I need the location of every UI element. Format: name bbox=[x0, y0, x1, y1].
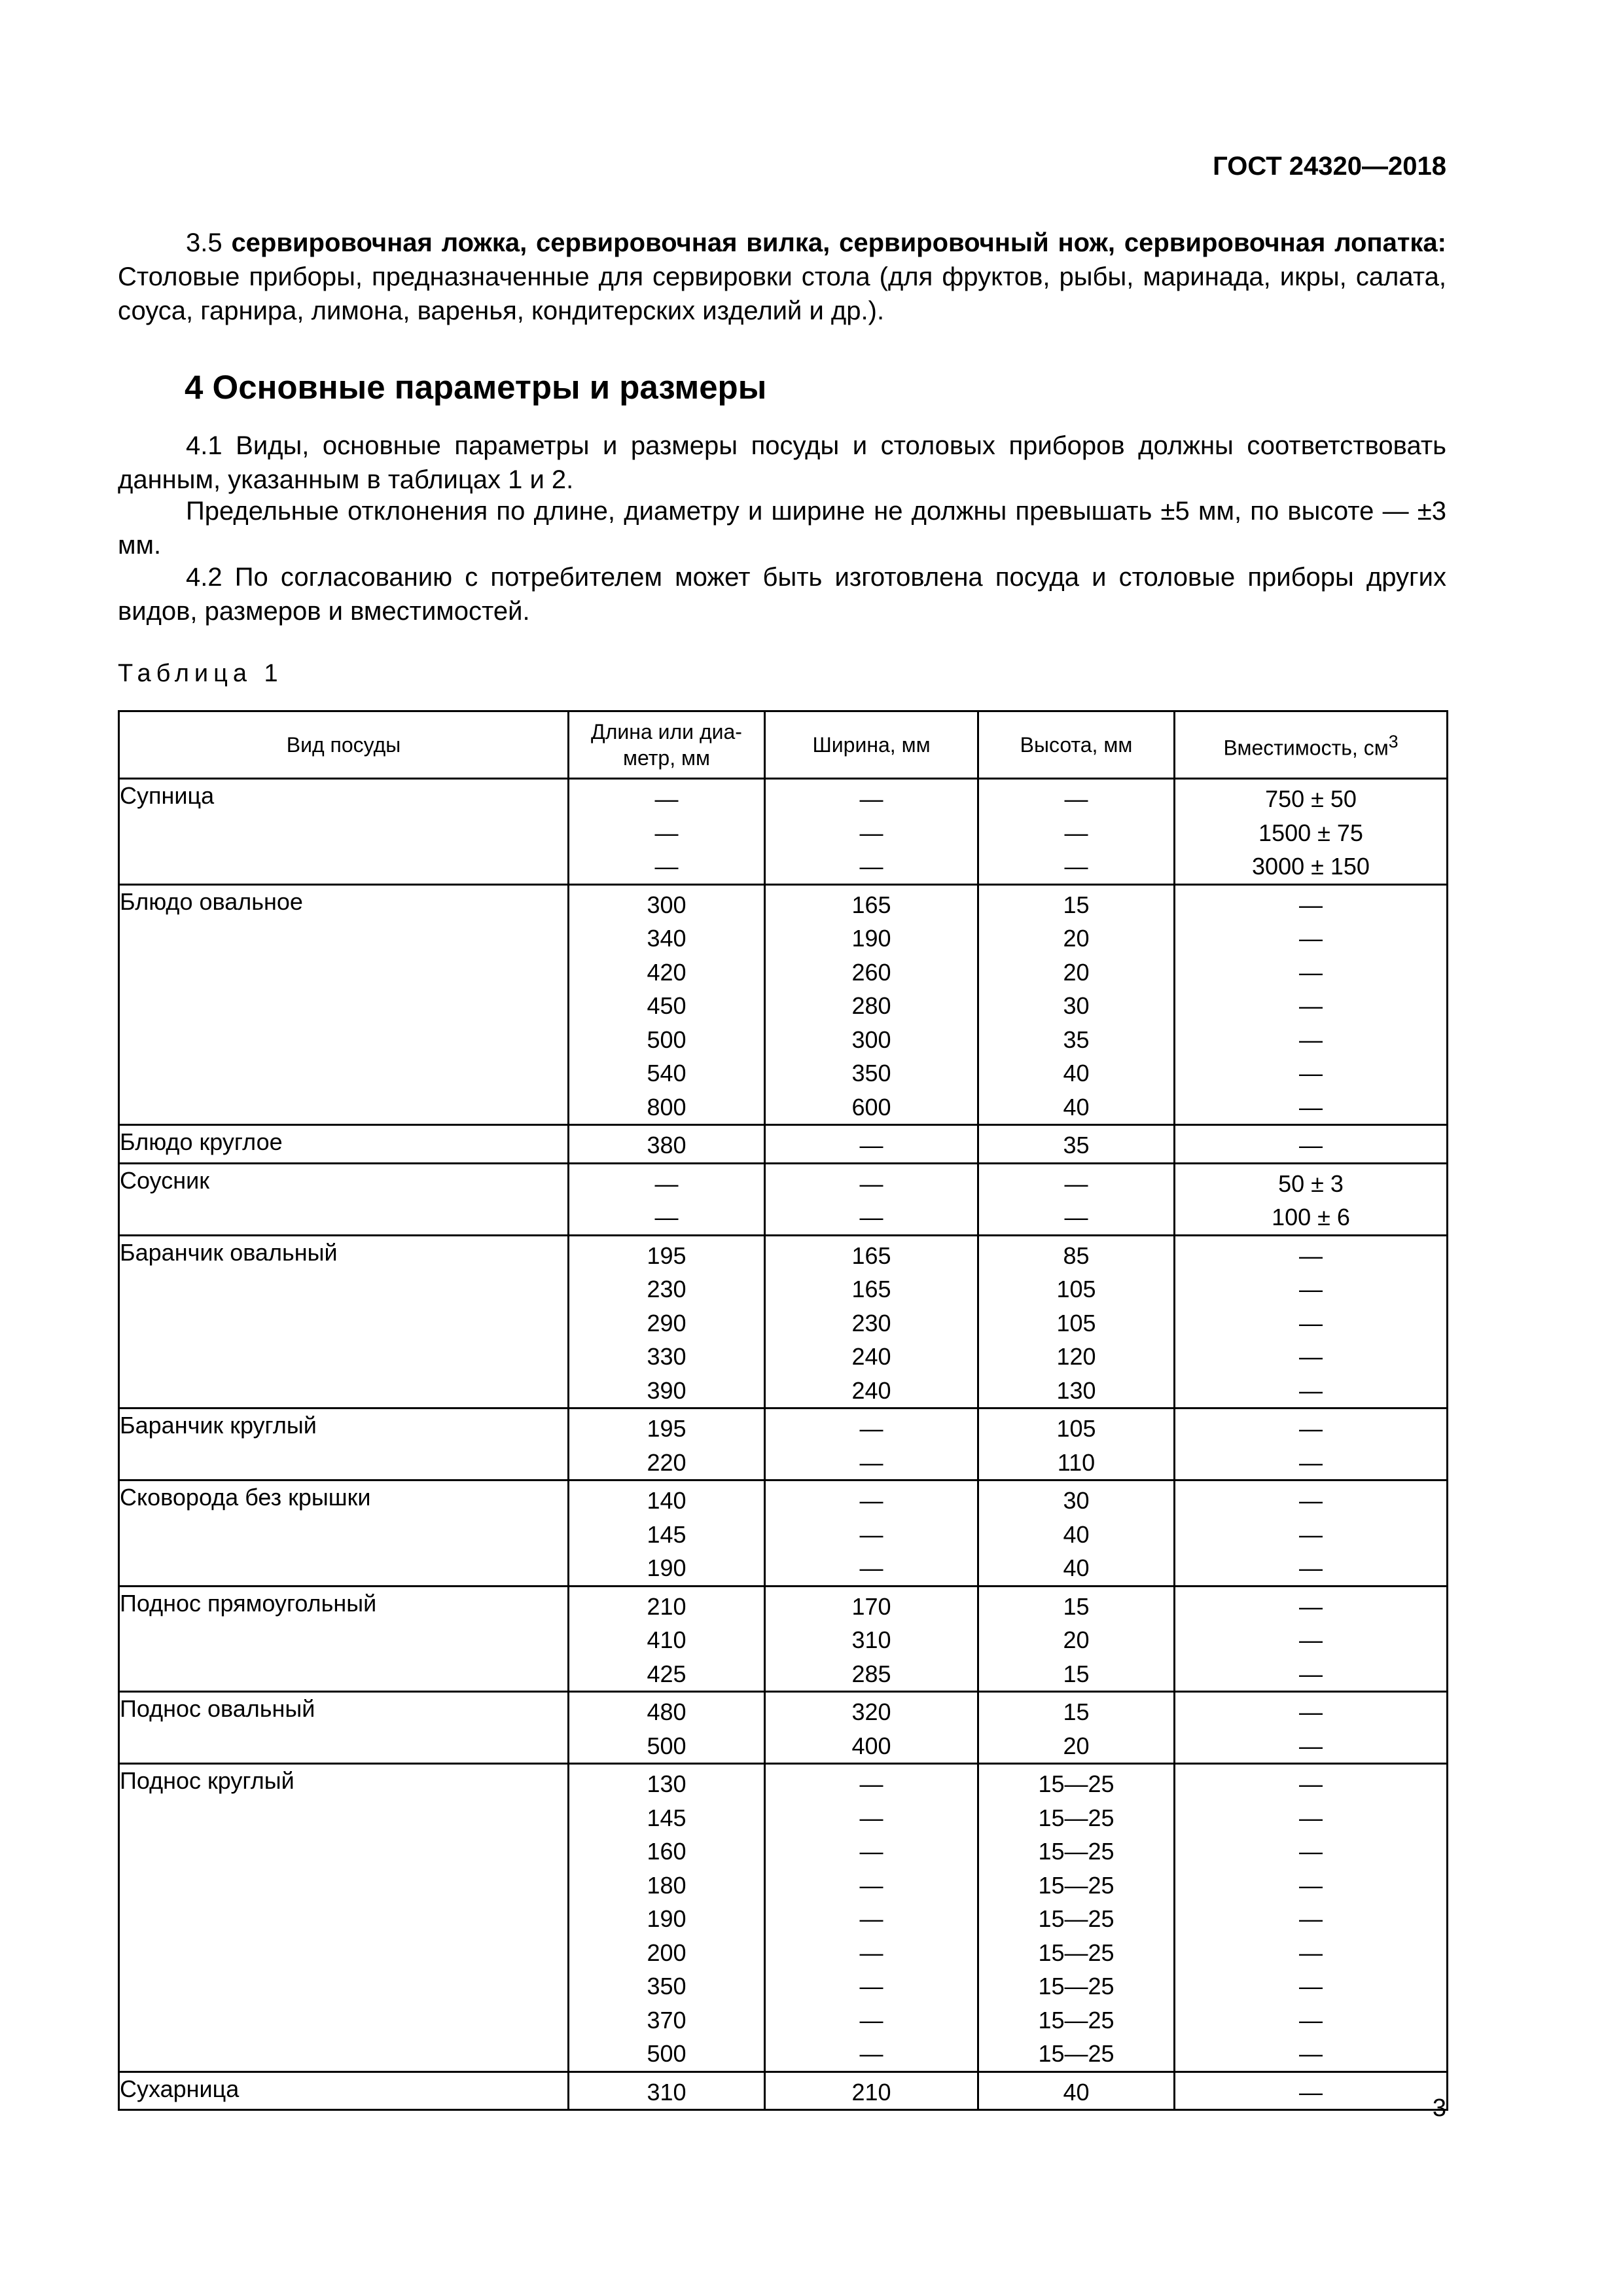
cell-value: — bbox=[1299, 1487, 1323, 1514]
cell-value: 540 bbox=[647, 1060, 687, 1086]
cell-value: — bbox=[1299, 925, 1323, 952]
item-kind: Супница bbox=[119, 779, 569, 885]
paragraph-4-2: 4.2 По согласованию с потребителем может быть изготовлена посуда и столовые приборы других видов, размеров и вместимостей. bbox=[118, 563, 1446, 626]
item-kind: Поднос прямоугольный bbox=[119, 1586, 569, 1692]
cell-value: 420 bbox=[647, 958, 687, 986]
cell-value: 190 bbox=[851, 925, 891, 952]
cell-value: 400 bbox=[851, 1732, 891, 1759]
cell-value: — bbox=[1299, 1132, 1323, 1158]
height-cell bbox=[978, 1408, 1175, 1480]
cell-value: — bbox=[859, 1973, 883, 2000]
capacity-cell bbox=[1175, 2072, 1448, 2110]
width-cell bbox=[765, 1764, 978, 2072]
cell-value: 30 bbox=[1063, 1487, 1090, 1514]
cell-value: 230 bbox=[647, 1276, 687, 1302]
cell-value: 40 bbox=[1063, 2078, 1090, 2106]
cell-value: — bbox=[859, 1170, 883, 1197]
cell-value: — bbox=[1064, 785, 1088, 812]
cell-value: 15—25 bbox=[1038, 1973, 1115, 2000]
item-kind: Поднос овальный bbox=[119, 1692, 569, 1764]
cell-value: 100 ± 6 bbox=[1272, 1204, 1350, 1230]
cell-value: 40 bbox=[1063, 1093, 1090, 1121]
cell-value: 50 ± 3 bbox=[1278, 1170, 1344, 1197]
cell-value: 190 bbox=[647, 1554, 687, 1581]
cell-value: — bbox=[859, 1838, 883, 1865]
cell-value: — bbox=[1064, 1204, 1088, 1230]
item-kind: Блюдо овальное bbox=[119, 884, 569, 1125]
cell-value: — bbox=[1299, 1415, 1323, 1442]
section-4-title: 4 Основные параметры и размеры bbox=[185, 368, 767, 406]
header-width: Ширина, мм bbox=[765, 711, 978, 779]
cell-value: — bbox=[1299, 1448, 1323, 1476]
cell-value: — bbox=[859, 1804, 883, 1831]
width-cell bbox=[765, 1480, 978, 1587]
table-row bbox=[119, 1235, 1448, 1408]
cell-value: — bbox=[1299, 1026, 1323, 1053]
cell-value: 195 bbox=[647, 1242, 687, 1269]
capacity-cell bbox=[1175, 1163, 1448, 1235]
header-kind: Вид посуды bbox=[119, 711, 569, 779]
height-cell bbox=[978, 1235, 1175, 1408]
cell-value: 330 bbox=[647, 1343, 687, 1370]
cell-value: 320 bbox=[851, 1698, 891, 1725]
cell-value: 300 bbox=[647, 891, 687, 918]
cell-value: — bbox=[859, 1415, 883, 1442]
cell-value: 350 bbox=[647, 1973, 687, 2000]
cell-value: 210 bbox=[647, 1592, 687, 1620]
cell-value: 20 bbox=[1063, 958, 1090, 986]
header-capacity-label: Вместимость, см bbox=[1223, 736, 1389, 760]
cell-value: 15—25 bbox=[1038, 1905, 1115, 1932]
cell-value: 180 bbox=[647, 1871, 687, 1899]
cell-value: 800 bbox=[647, 1093, 687, 1121]
cell-value: 600 bbox=[851, 1093, 891, 1121]
cell-value: — bbox=[654, 1170, 679, 1197]
height-cell bbox=[978, 1764, 1175, 2072]
cell-value: 30 bbox=[1063, 992, 1090, 1019]
cell-value: — bbox=[654, 1204, 679, 1230]
height-cell bbox=[978, 1480, 1175, 1587]
cell-value: 260 bbox=[851, 958, 891, 986]
height-cell bbox=[978, 779, 1175, 885]
cell-value: 110 bbox=[1057, 1448, 1096, 1476]
length-cell bbox=[569, 1586, 765, 1692]
table-header-row bbox=[119, 711, 1448, 779]
cell-value: 410 bbox=[647, 1626, 687, 1653]
cell-value: — bbox=[859, 1905, 883, 1932]
cell-value: — bbox=[1299, 1660, 1323, 1687]
cell-value: — bbox=[859, 1448, 883, 1476]
table-row bbox=[119, 779, 1448, 885]
table-caption: Таблица 1 bbox=[118, 660, 283, 687]
width-cell bbox=[765, 1692, 978, 1764]
cell-value: 20 bbox=[1063, 1732, 1090, 1759]
cell-value: — bbox=[1299, 1343, 1323, 1370]
table-row bbox=[119, 1692, 1448, 1764]
cell-value: 145 bbox=[647, 1804, 687, 1831]
cell-value: 230 bbox=[851, 1309, 891, 1336]
cell-value: 480 bbox=[647, 1698, 687, 1725]
cell-value: 310 bbox=[851, 1626, 891, 1653]
item-kind: Сковорода без крышки bbox=[119, 1480, 569, 1587]
cell-value: — bbox=[1064, 819, 1088, 846]
cell-value: — bbox=[1299, 1698, 1323, 1725]
cell-value: — bbox=[859, 785, 883, 812]
cell-value: — bbox=[859, 1939, 883, 1966]
item-kind: Блюдо круглое bbox=[119, 1125, 569, 1164]
cell-value: — bbox=[1299, 1905, 1323, 1932]
cell-value: 160 bbox=[647, 1838, 687, 1865]
paragraph-4-1: 4.1 Виды, основные параметры и размеры посуды и столовых приборов должны соответствовать данным, указанным в таблицах 1 и 2. bbox=[118, 431, 1446, 494]
table-body bbox=[119, 779, 1448, 2110]
cell-value: — bbox=[654, 819, 679, 846]
height-cell bbox=[978, 1692, 1175, 1764]
height-cell bbox=[978, 2072, 1175, 2110]
cell-value: 120 bbox=[1056, 1343, 1096, 1370]
cell-value: 450 bbox=[647, 992, 687, 1019]
cell-value: 425 bbox=[647, 1660, 687, 1687]
cell-value: — bbox=[1299, 1276, 1323, 1302]
table-row bbox=[119, 884, 1448, 1125]
cell-value: — bbox=[654, 853, 679, 880]
width-cell bbox=[765, 884, 978, 1125]
cell-value: — bbox=[1299, 1973, 1323, 2000]
width-cell bbox=[765, 1163, 978, 1235]
table-row bbox=[119, 1480, 1448, 1587]
item-kind: Соусник bbox=[119, 1163, 569, 1235]
length-cell bbox=[569, 1163, 765, 1235]
capacity-cell bbox=[1175, 1480, 1448, 1587]
width-cell bbox=[765, 1408, 978, 1480]
cell-value: 240 bbox=[851, 1376, 891, 1404]
cell-value: 15 bbox=[1063, 1660, 1090, 1687]
length-cell bbox=[569, 1125, 765, 1164]
table-row bbox=[119, 1163, 1448, 1235]
cell-value: 280 bbox=[851, 992, 891, 1019]
standard-header: ГОСТ 24320—2018 bbox=[1213, 152, 1446, 181]
cell-value: — bbox=[859, 853, 883, 880]
cell-value: 15—25 bbox=[1038, 1871, 1115, 1899]
cell-value: — bbox=[859, 1204, 883, 1230]
paragraph-4-1-tolerances: Предельные отклонения по длине, диаметру и ширине не должны превышать ±5 мм, по высоте — ±3 мм. bbox=[118, 497, 1446, 560]
cell-value: 15 bbox=[1063, 1592, 1090, 1620]
cell-value: — bbox=[1299, 2078, 1323, 2106]
capacity-cell bbox=[1175, 1764, 1448, 2072]
cell-value: — bbox=[1299, 992, 1323, 1019]
capacity-cell bbox=[1175, 1692, 1448, 1764]
section-3-5-term: сервировочная ложка, сервировочная вилка, сервировочный нож, сервировочная лопатка: bbox=[231, 228, 1447, 257]
length-cell bbox=[569, 1480, 765, 1587]
width-cell bbox=[765, 779, 978, 885]
cell-value: 500 bbox=[647, 2040, 687, 2067]
length-cell bbox=[569, 779, 765, 885]
cell-value: — bbox=[1299, 1376, 1323, 1404]
header-capacity bbox=[1175, 711, 1448, 779]
cell-value: 340 bbox=[647, 925, 687, 952]
section-3-5 bbox=[118, 226, 1446, 328]
cell-value: — bbox=[1299, 1871, 1323, 1899]
item-kind: Баранчик круглый bbox=[119, 1408, 569, 1480]
cell-value: — bbox=[1299, 2006, 1323, 2034]
length-cell bbox=[569, 1764, 765, 2072]
cell-value: 15 bbox=[1063, 1698, 1090, 1725]
header-length: Длина или диа-метр, мм bbox=[569, 711, 765, 779]
cell-value: 210 bbox=[851, 2078, 891, 2106]
cell-value: 15—25 bbox=[1038, 1770, 1115, 1797]
item-kind: Поднос круглый bbox=[119, 1764, 569, 2072]
width-cell bbox=[765, 2072, 978, 2110]
length-cell bbox=[569, 1235, 765, 1408]
cell-value: 145 bbox=[647, 1520, 687, 1548]
cell-value: 20 bbox=[1063, 925, 1090, 952]
length-cell bbox=[569, 2072, 765, 2110]
cell-value: 140 bbox=[647, 1487, 687, 1514]
cell-value: — bbox=[1299, 2040, 1323, 2067]
cell-value: 300 bbox=[851, 1026, 891, 1053]
cell-value: — bbox=[1299, 1592, 1323, 1620]
cell-value: — bbox=[1299, 1520, 1323, 1548]
cell-value: — bbox=[859, 1871, 883, 1899]
cell-value: — bbox=[859, 2006, 883, 2034]
cell-value: 190 bbox=[647, 1905, 687, 1932]
cell-value: 380 bbox=[647, 1132, 687, 1158]
section-3-5-number: 3.5 bbox=[186, 228, 223, 257]
cell-value: — bbox=[1299, 1732, 1323, 1759]
cell-value: 15—25 bbox=[1038, 1838, 1115, 1865]
header-capacity-sup: 3 bbox=[1388, 732, 1399, 752]
dishware-table bbox=[118, 710, 1448, 2111]
table-row bbox=[119, 1764, 1448, 2072]
cell-value: — bbox=[1299, 1309, 1323, 1336]
cell-value: 390 bbox=[647, 1376, 687, 1404]
cell-value: — bbox=[1064, 1170, 1088, 1197]
capacity-cell bbox=[1175, 1408, 1448, 1480]
item-kind: Сухарница bbox=[119, 2072, 569, 2110]
cell-value: 20 bbox=[1063, 1626, 1090, 1653]
cell-value: 105 bbox=[1056, 1309, 1096, 1336]
cell-value: — bbox=[1299, 1554, 1323, 1581]
cell-value: 195 bbox=[647, 1415, 687, 1442]
table-row bbox=[119, 1125, 1448, 1164]
table-row bbox=[119, 1586, 1448, 1692]
cell-value: 370 bbox=[647, 2006, 687, 2034]
cell-value: — bbox=[859, 1487, 883, 1514]
cell-value: 130 bbox=[647, 1770, 687, 1797]
height-cell bbox=[978, 1586, 1175, 1692]
cell-value: — bbox=[859, 2040, 883, 2067]
cell-value: — bbox=[654, 785, 679, 812]
height-cell bbox=[978, 1125, 1175, 1164]
capacity-cell bbox=[1175, 1125, 1448, 1164]
cell-value: 15—25 bbox=[1038, 1804, 1115, 1831]
cell-value: — bbox=[859, 1770, 883, 1797]
capacity-cell bbox=[1175, 884, 1448, 1125]
item-kind: Баранчик овальный bbox=[119, 1235, 569, 1408]
width-cell bbox=[765, 1235, 978, 1408]
cell-value: 15—25 bbox=[1038, 1939, 1115, 1966]
cell-value: 40 bbox=[1063, 1060, 1090, 1086]
capacity-cell bbox=[1175, 779, 1448, 885]
header-height: Высота, мм bbox=[978, 711, 1175, 779]
table-row bbox=[119, 2072, 1448, 2110]
cell-value: 350 bbox=[851, 1060, 891, 1086]
cell-value: 750 ± 50 bbox=[1265, 785, 1357, 812]
cell-value: — bbox=[1299, 958, 1323, 986]
page-number: 3 bbox=[1432, 2094, 1446, 2122]
cell-value: 220 bbox=[647, 1448, 687, 1476]
cell-value: 170 bbox=[851, 1592, 891, 1620]
length-cell bbox=[569, 1408, 765, 1480]
cell-value: 85 bbox=[1063, 1242, 1090, 1269]
capacity-cell bbox=[1175, 1586, 1448, 1692]
cell-value: 165 bbox=[851, 891, 891, 918]
cell-value: — bbox=[1299, 1804, 1323, 1831]
section-3-5-definition: Столовые приборы, предназначенные для сервировки стола (для фруктов, рыбы, маринада, икры, салата, соуса, гарнира, лимона, варенья, кондитерских изделий и др.). bbox=[118, 262, 1446, 325]
cell-value: 1500 ± 75 bbox=[1258, 819, 1363, 846]
cell-value: 165 bbox=[851, 1242, 891, 1269]
cell-value: 130 bbox=[1056, 1376, 1096, 1404]
cell-value: 240 bbox=[851, 1343, 891, 1370]
cell-value: — bbox=[859, 1554, 883, 1581]
cell-value: — bbox=[1299, 1242, 1323, 1269]
length-cell bbox=[569, 884, 765, 1125]
cell-value: — bbox=[1299, 891, 1323, 918]
capacity-cell bbox=[1175, 1235, 1448, 1408]
width-cell bbox=[765, 1125, 978, 1164]
cell-value: — bbox=[859, 819, 883, 846]
height-cell bbox=[978, 1163, 1175, 1235]
cell-value: — bbox=[1299, 1838, 1323, 1865]
cell-value: 200 bbox=[647, 1939, 687, 1966]
length-cell bbox=[569, 1692, 765, 1764]
cell-value: — bbox=[1299, 1939, 1323, 1966]
cell-value: — bbox=[1299, 1060, 1323, 1086]
cell-value: — bbox=[1299, 1626, 1323, 1653]
cell-value: 500 bbox=[647, 1026, 687, 1053]
cell-value: 500 bbox=[647, 1732, 687, 1759]
cell-value: — bbox=[1299, 1093, 1323, 1121]
cell-value: 35 bbox=[1063, 1132, 1090, 1158]
cell-value: 285 bbox=[851, 1660, 891, 1687]
table-row bbox=[119, 1408, 1448, 1480]
cell-value: 310 bbox=[647, 2078, 687, 2106]
cell-value: 40 bbox=[1063, 1520, 1090, 1548]
cell-value: 105 bbox=[1056, 1276, 1096, 1302]
cell-value: — bbox=[859, 1520, 883, 1548]
cell-value: 15 bbox=[1063, 891, 1090, 918]
cell-value: 40 bbox=[1063, 1554, 1090, 1581]
cell-value: — bbox=[1064, 853, 1088, 880]
cell-value: 15—25 bbox=[1038, 2040, 1115, 2067]
cell-value: 105 bbox=[1056, 1415, 1096, 1442]
cell-value: — bbox=[859, 1132, 883, 1158]
cell-value: 165 bbox=[851, 1276, 891, 1302]
width-cell bbox=[765, 1586, 978, 1692]
cell-value: 290 bbox=[647, 1309, 687, 1336]
cell-value: 15—25 bbox=[1038, 2006, 1115, 2034]
cell-value: 35 bbox=[1063, 1026, 1090, 1053]
height-cell bbox=[978, 884, 1175, 1125]
cell-value: — bbox=[1299, 1770, 1323, 1797]
cell-value: 3000 ± 150 bbox=[1252, 853, 1370, 880]
